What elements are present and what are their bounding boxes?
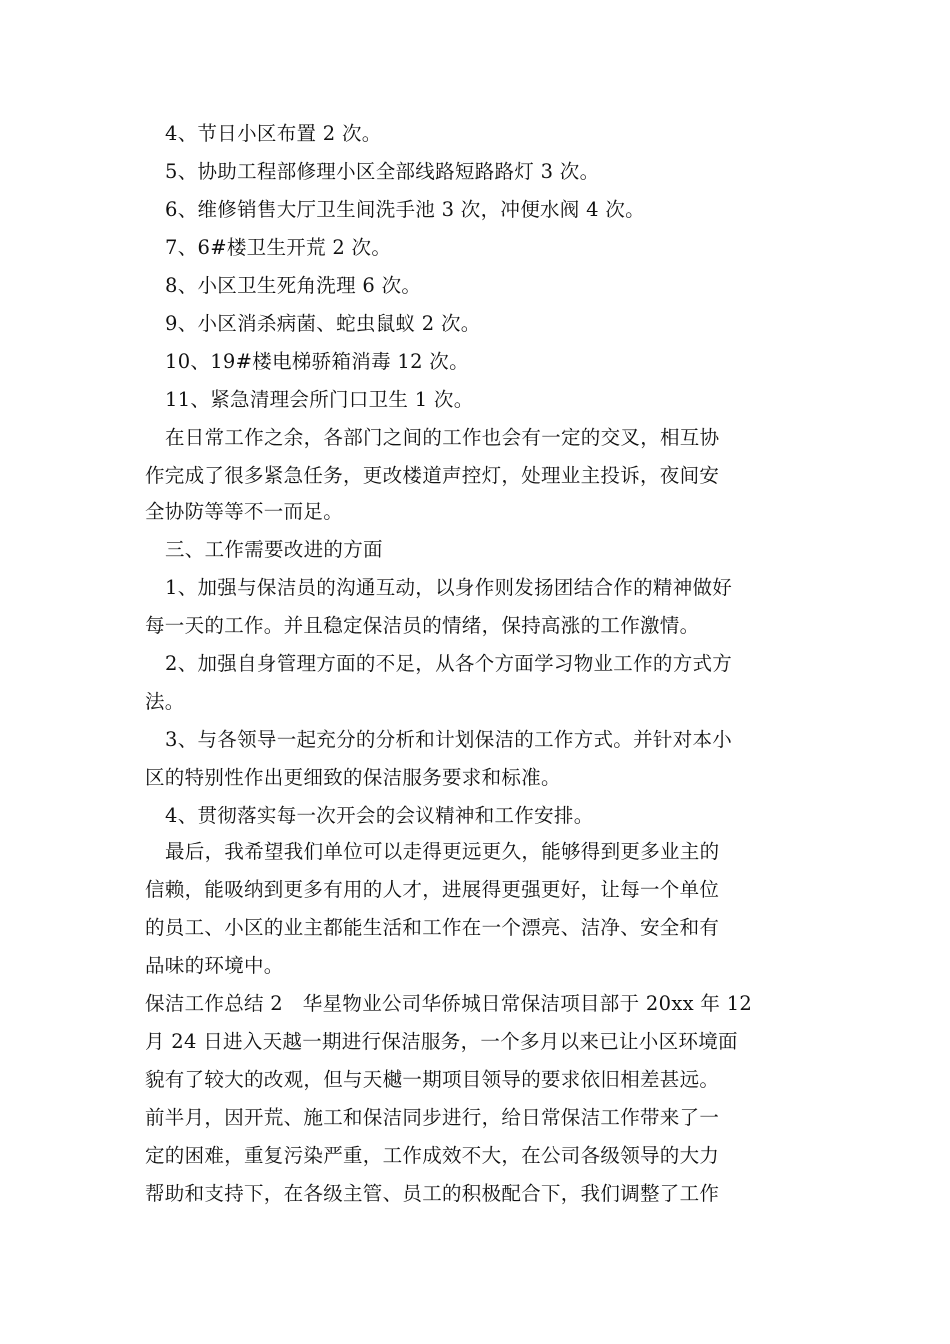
list-item-4: 4、节日小区布置 2 次。 [165,122,382,145]
summary-2-line: 帮助和支持下，在各级主管、员工的积极配合下，我们调整了工作 [145,1182,720,1205]
paragraph-line: 每一天的工作。并且稳定保洁员的情绪，保持高涨的工作激情。 [145,614,700,637]
summary-2-line: 定的困难，重复污染严重，工作成效不大，在公司各级领导的大力 [145,1144,720,1167]
paragraph-line: 区的特别性作出更细致的保洁服务要求和标准。 [145,766,561,789]
list-item-6: 6、维修销售大厅卫生间洗手池 3 次，冲便水阀 4 次。 [165,198,645,221]
paragraph-line: 作完成了很多紧急任务，更改楼道声控灯，处理业主投诉，夜间安 [145,464,720,487]
section-heading: 三、工作需要改进的方面 [165,538,383,561]
improvement-item-4: 4、贯彻落实每一次开会的会议精神和工作安排。 [165,804,594,827]
summary-2-line: 前半月，因开荒、施工和保洁同步进行，给日常保洁工作带来了一 [145,1106,720,1129]
list-item-11: 11、紧急清理会所门口卫生 1 次。 [165,388,474,411]
paragraph-line: 在日常工作之余，各部门之间的工作也会有一定的交叉，相互协 [165,426,720,449]
summary-2-line: 保洁工作总结 2 华星物业公司华侨城日常保洁项目部于 20xx 年 12 [145,992,753,1015]
paragraph-line: 法。 [145,690,185,713]
improvement-item-3: 3、与各领导一起充分的分析和计划保洁的工作方式。并针对本小 [165,728,733,751]
list-item-5: 5、协助工程部修理小区全部线路短路路灯 3 次。 [165,160,600,183]
list-item-7: 7、6#楼卫生开荒 2 次。 [165,236,392,259]
list-item-9: 9、小区消杀病菌、蛇虫鼠蚁 2 次。 [165,312,481,335]
list-item-8: 8、小区卫生死角洗理 6 次。 [165,274,422,297]
list-item-10: 10、19#楼电梯骄箱消毒 12 次。 [165,350,469,373]
paragraph-line: 信赖，能吸纳到更多有用的人才，进展得更强更好，让每一个单位 [145,878,720,901]
improvement-item-1: 1、加强与保洁员的沟通互动，以身作则发扬团结合作的精神做好 [165,576,733,599]
paragraph-line: 全协防等等不一而足。 [145,500,344,523]
summary-2-line: 月 24 日进入天越一期进行保洁服务，一个多月以来已让小区环境面 [145,1030,738,1053]
paragraph-line: 品味的环境中。 [145,954,284,977]
summary-2-line: 貌有了较大的改观，但与天樾一期项目领导的要求依旧相差甚远。 [145,1068,720,1091]
paragraph-line: 最后，我希望我们单位可以走得更远更久，能够得到更多业主的 [165,840,720,863]
paragraph-line: 的员工、小区的业主都能生活和工作在一个漂亮、洁净、安全和有 [145,916,720,939]
improvement-item-2: 2、加强自身管理方面的不足，从各个方面学习物业工作的方式方 [165,652,733,675]
